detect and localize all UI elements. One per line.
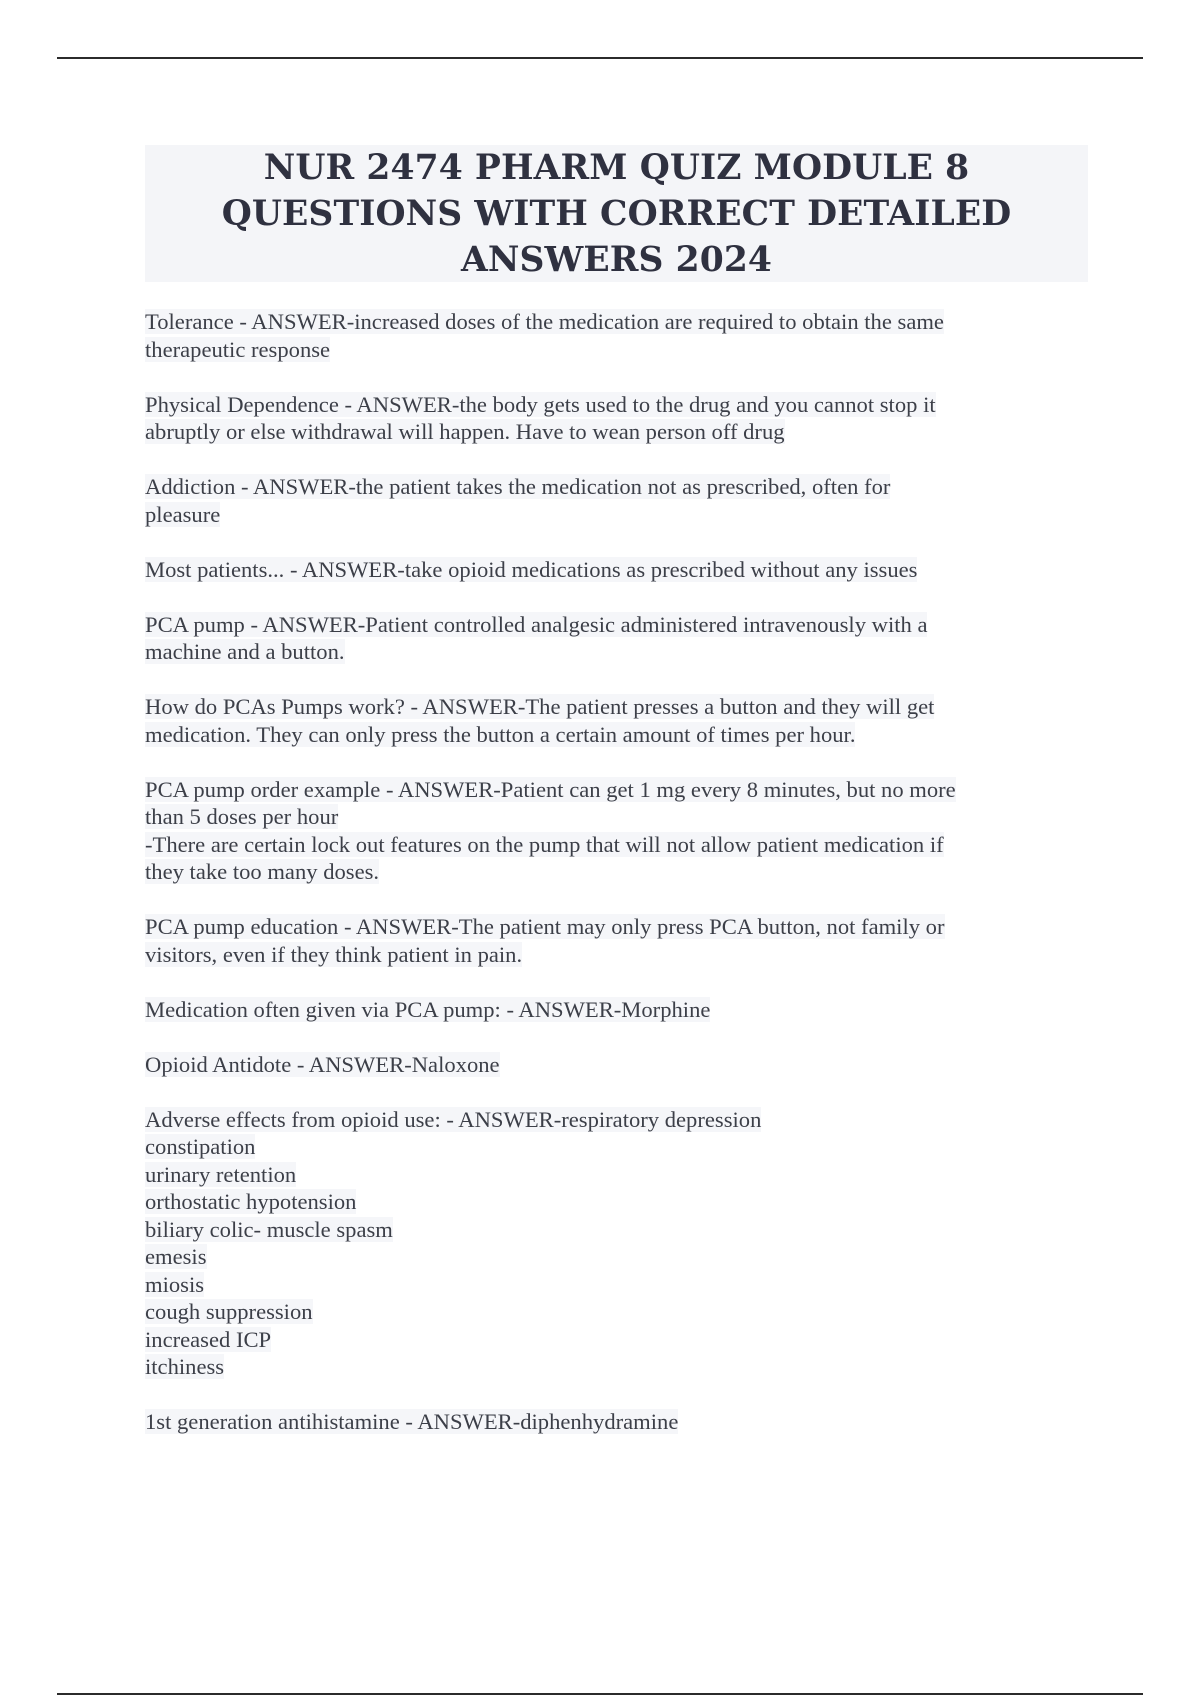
entry-line <box>145 1188 1090 1216</box>
entry-text: Addiction - ANSWER-the patient takes the medication not as prescribed, often for <box>145 474 891 499</box>
title-line: NUR 2474 PHARM QUIZ MODULE 8 <box>263 147 970 188</box>
entry-line <box>145 1326 1090 1354</box>
entry-text: Medication often given via PCA pump: - ANSWER-Morphine <box>145 996 711 1022</box>
entry-line <box>145 1271 1090 1299</box>
entry-text: Adverse effects from opioid use: - ANSWER-respiratory depression <box>145 1106 762 1132</box>
entry-line <box>145 1408 1090 1436</box>
entry-line <box>145 391 1090 419</box>
entry-text: biliary colic- muscle spasm <box>145 1216 393 1242</box>
entry-line <box>145 1051 1090 1079</box>
entry-line <box>145 1298 1090 1326</box>
entry-line <box>145 336 1090 364</box>
entry-text: 1st generation antihistamine - ANSWER-diphenhydramine <box>145 1409 679 1434</box>
entry-line <box>145 1161 1090 1189</box>
qa-entry-adverse-effects <box>145 1106 1090 1381</box>
entry-text: urinary retention <box>145 1161 297 1187</box>
document-title <box>222 145 1012 283</box>
entry-line <box>145 556 1090 584</box>
qa-entry-antihistamine <box>145 1408 1090 1436</box>
entry-line <box>145 831 1090 859</box>
qa-entry-pca-medication <box>145 996 1090 1024</box>
entry-text: pleasure <box>145 501 221 527</box>
entry-text: than 5 doses per hour <box>145 804 339 829</box>
qa-entry-physical-dependence <box>145 391 1090 446</box>
entry-text: cough suppression <box>145 1299 313 1324</box>
entry-text: PCA pump - ANSWER-Patient controlled analgesic administered intravenously with a <box>145 611 928 637</box>
title-block <box>145 145 1088 282</box>
entry-line <box>145 501 1090 529</box>
qa-entry-most-patients <box>145 556 1090 584</box>
entry-text: miosis <box>145 1271 205 1297</box>
entry-text: Physical Dependence - ANSWER-the body gets used to the drug and you cannot stop it <box>145 391 936 417</box>
entry-line <box>145 1353 1090 1381</box>
entry-text: PCA pump education - ANSWER-The patient may only press PCA button, not family or <box>145 914 945 939</box>
entry-text: increased ICP <box>145 1326 272 1352</box>
entry-text: abruptly or else withdrawal will happen. Have to wean person off drug <box>145 419 785 444</box>
entry-line <box>145 996 1090 1024</box>
entry-text: therapeutic response <box>145 336 331 362</box>
qa-entry-pca-order-example <box>145 776 1090 886</box>
entry-text: they take too many doses. <box>145 859 380 884</box>
entry-text: machine and a button. <box>145 639 345 664</box>
entry-text: itchiness <box>145 1354 225 1379</box>
entry-line <box>145 721 1090 749</box>
entry-line <box>145 473 1090 501</box>
qa-entry-pca-pump <box>145 611 1090 666</box>
qa-entry-opioid-antidote <box>145 1051 1090 1079</box>
entry-line <box>145 1133 1090 1161</box>
entry-line <box>145 858 1090 886</box>
entry-text: Opioid Antidote - ANSWER-Naloxone <box>145 1051 500 1077</box>
entry-text: Most patients... - ANSWER-take opioid medications as prescribed without any issues <box>145 556 918 582</box>
entry-line <box>145 638 1090 666</box>
qa-entry-tolerance <box>145 308 1090 363</box>
entry-line <box>145 611 1090 639</box>
entry-line <box>145 1216 1090 1244</box>
entry-line <box>145 1243 1090 1271</box>
bottom-rule <box>57 1693 1143 1695</box>
top-rule <box>57 57 1143 59</box>
entry-line <box>145 693 1090 721</box>
entry-line <box>145 913 1090 941</box>
entry-text: visitors, even if they think patient in pain. <box>145 941 523 967</box>
qa-entry-addiction <box>145 473 1090 528</box>
entry-line <box>145 418 1090 446</box>
entry-text: medication. They can only press the button a certain amount of times per hour. <box>145 721 856 747</box>
entry-line <box>145 1106 1090 1134</box>
title-line: QUESTIONS WITH CORRECT DETAILED <box>221 193 1012 234</box>
entry-line <box>145 803 1090 831</box>
entry-text: PCA pump order example - ANSWER-Patient can get 1 mg every 8 minutes, but no more <box>145 776 956 802</box>
entry-text: constipation <box>145 1134 256 1159</box>
qa-entry-pca-education <box>145 913 1090 968</box>
entry-text: orthostatic hypotension <box>145 1189 357 1214</box>
entry-text: -There are certain lock out features on the pump that will not allow patient medication if <box>145 831 944 857</box>
qa-entry-pca-how-work <box>145 693 1090 748</box>
entry-text: Tolerance - ANSWER-increased doses of the medication are required to obtain the same <box>145 309 944 334</box>
entry-line <box>145 941 1090 969</box>
entry-text: emesis <box>145 1244 207 1269</box>
title-line: ANSWERS 2024 <box>460 239 773 280</box>
entry-line <box>145 308 1090 336</box>
qa-list <box>145 308 1090 1463</box>
entry-text: How do PCAs Pumps work? - ANSWER-The patient presses a button and they will get <box>145 694 935 719</box>
entry-line <box>145 776 1090 804</box>
